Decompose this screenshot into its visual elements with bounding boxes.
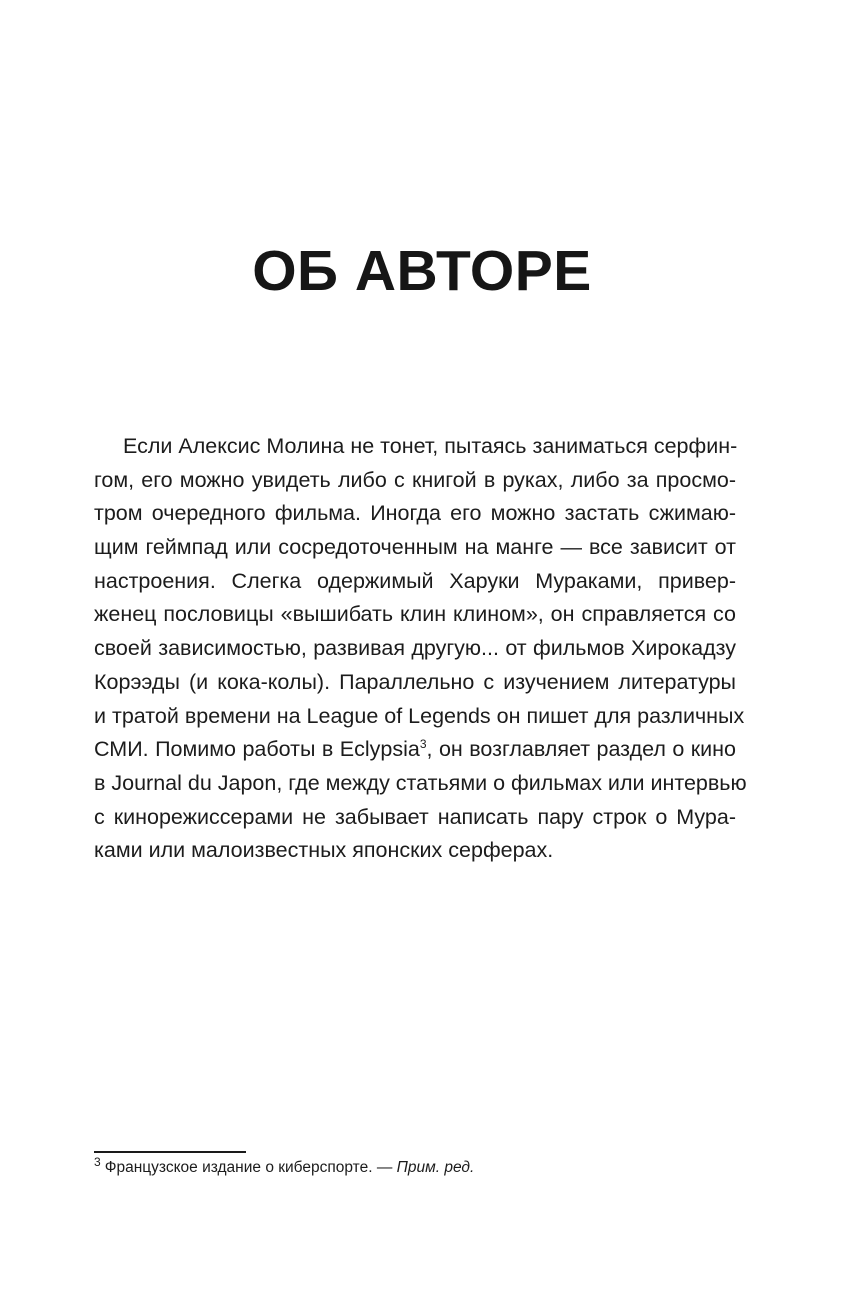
footnote-divider <box>94 1151 246 1153</box>
paragraph-line: настроения. Слегка одержимый Харуки Мураками, привер- <box>94 568 736 593</box>
editor-note: Прим. ред. <box>396 1159 475 1176</box>
paragraph-line: ками или малоизвестных японских серферах. <box>94 838 554 863</box>
footnote-text: Французское издание о киберспорте. — <box>104 1159 397 1176</box>
paragraph-line: и тратой времени на League of Legends он пишет для различных <box>94 703 745 728</box>
paragraph-line-with-footnote-ref <box>94 733 736 767</box>
paragraph-line: женец пословицы «вышибать клин клином», он справляется со <box>94 602 736 627</box>
paragraph-line: тром очередного фильма. Иногда его можно застать сжимаю- <box>94 501 736 526</box>
page-title: ОБ АВТОРЕ <box>252 239 592 303</box>
paragraph-line: гом, его можно увидеть либо с книгой в руках, либо за просмо- <box>94 467 736 492</box>
footnote-number: 3 <box>94 1154 101 1169</box>
paragraph-line: щим геймпад или сосредоточенным на манге — все зависит от <box>94 535 736 560</box>
about-author-paragraph <box>94 430 747 868</box>
paragraph-line: своей зависимостью, развивая другую... от фильмов Хирокадзу <box>94 636 736 661</box>
paragraph-line: с кинорежиссерами не забывает написать пару строк о Мура- <box>94 804 736 829</box>
line-text-after-ref: , он возглавляет раздел о кино <box>426 737 736 762</box>
footnote-reference: 3 <box>419 737 427 752</box>
paragraph-line: Если Алексис Молина не тонет, пытаясь заниматься серфин- <box>123 434 738 458</box>
line-text-before-ref: СМИ. Помимо работы в Eclypsia <box>94 737 420 762</box>
footnote <box>94 1154 475 1179</box>
paragraph-line: в Journal du Japon, где между статьями о фильмах или интервью <box>94 770 747 795</box>
paragraph-line: Корээды (и кока-колы). Параллельно с изучением литературы <box>94 669 736 694</box>
